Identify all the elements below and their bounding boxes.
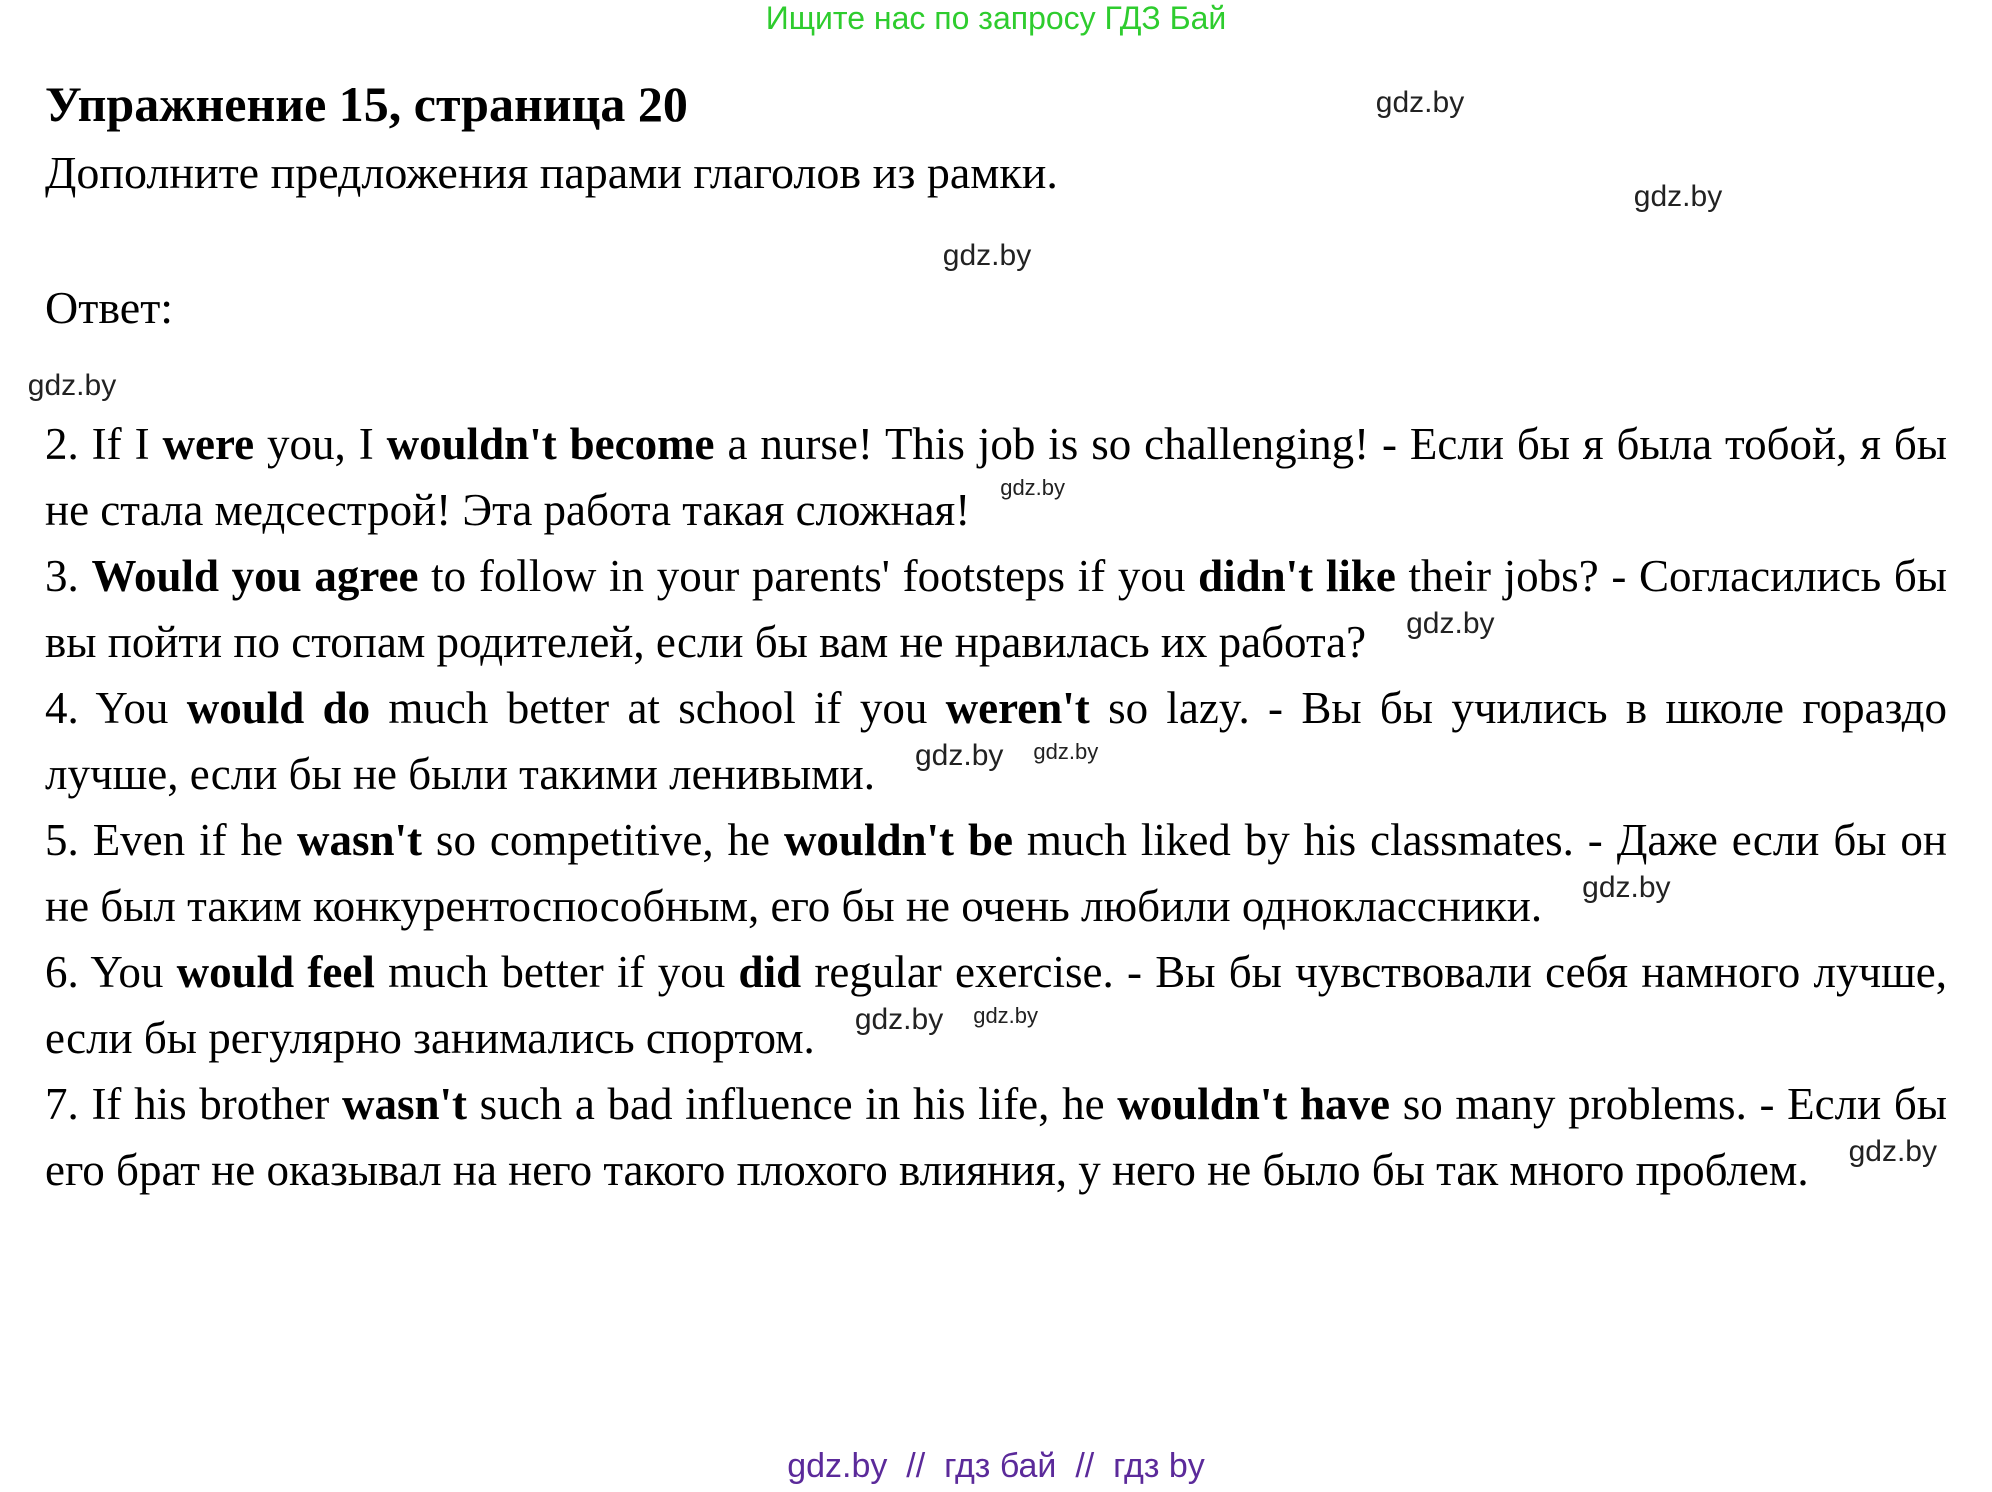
watermark: gdz.by (1000, 475, 1066, 500)
answer-item (45, 939, 1947, 1071)
answer-text: 7. If his brother (45, 1079, 342, 1129)
footer-links: gdz.by // гдз бай // гдз by (787, 1447, 1205, 1485)
verb-answer: were (162, 419, 255, 469)
verb-answer: would feel (176, 947, 375, 997)
answer-item (45, 411, 1947, 543)
answer-text: to follow in your parents' footsteps if you (418, 551, 1199, 601)
verb-answer: wouldn't have (1117, 1079, 1391, 1129)
verb-answer: wouldn't become (386, 419, 715, 469)
answer-text: you, I (254, 419, 387, 469)
verb-answer: would do (186, 683, 371, 733)
answer-list (45, 411, 1947, 1203)
watermark: gdz.by (854, 1003, 944, 1036)
answer-text: so many problems. - Если бы его брат не оказывал на него такого плохого влияния, у него не было бы так много проблем. (45, 1079, 1948, 1195)
verb-answer: wasn't (296, 815, 422, 865)
answer-text: 6. You (45, 947, 177, 997)
answer-text: 5. Even if he (45, 815, 297, 865)
answer-text: much liked by his classmates. - Даже если бы он не был таким конкурентоспособным, его бы не очень любили одноклассники. (45, 815, 1947, 931)
answer-text: much better if you (374, 947, 739, 997)
answer-text: their jobs? - Согласились бы вы пойти по стопам родителей, если бы вам не нравилась их работа? (45, 551, 1948, 667)
watermark: gdz.by (1848, 1135, 1937, 1168)
verb-answer: wouldn't be (783, 815, 1013, 865)
watermark: gdz.by (1406, 607, 1495, 640)
answer-item (45, 1071, 1947, 1203)
answer-text: much better at school if you (370, 683, 946, 733)
verb-answer: weren't (945, 683, 1090, 733)
answer-text: 4. You (45, 683, 187, 733)
search-hint-banner: Ищите нас по запросу ГДЗ Бай (765, 0, 1227, 36)
exercise-title: Упражнение 15, страница 20 (45, 76, 688, 132)
watermark: gdz.by (915, 739, 1004, 772)
answer-text: a nurse! This job is so challenging! - Если бы я была тобой, я бы не стала медсестрой! Эта работа такая сложная! (45, 419, 1947, 535)
watermark: gdz.by (1375, 86, 1465, 119)
verb-answer: did (738, 947, 802, 997)
verb-answer: wasn't (341, 1079, 467, 1129)
watermark: gdz.by (1582, 871, 1671, 904)
watermark: gdz.by (973, 1003, 1039, 1028)
answer-text: 3. (45, 551, 92, 601)
watermark: gdz.by (942, 239, 1032, 272)
answer-item (45, 807, 1947, 939)
answer-text: 2. If I (45, 419, 163, 469)
verb-answer: Would you agree (91, 551, 419, 601)
verb-answer: didn't like (1198, 551, 1396, 601)
exercise-instruction: Дополните предложения парами глаголов из рамки. (45, 147, 1058, 198)
watermark: gdz.by (1633, 180, 1723, 213)
answer-text: so competitive, he (421, 815, 784, 865)
answer-label: Ответ: (45, 282, 174, 333)
watermark: gdz.by (27, 369, 117, 402)
answer-text: such a bad influence in his life, he (466, 1079, 1118, 1129)
answer-item (45, 675, 1947, 807)
answer-text: regular exercise. - Вы бы чувствовали себя намного лучше, если бы регулярно занимались спортом. (45, 947, 1947, 1063)
watermark: gdz.by (1033, 739, 1099, 764)
answer-text: so lazy. - Вы бы учились в школе гораздо лучше, если бы не были такими ленивыми. (45, 683, 1947, 799)
answer-item (45, 543, 1947, 675)
